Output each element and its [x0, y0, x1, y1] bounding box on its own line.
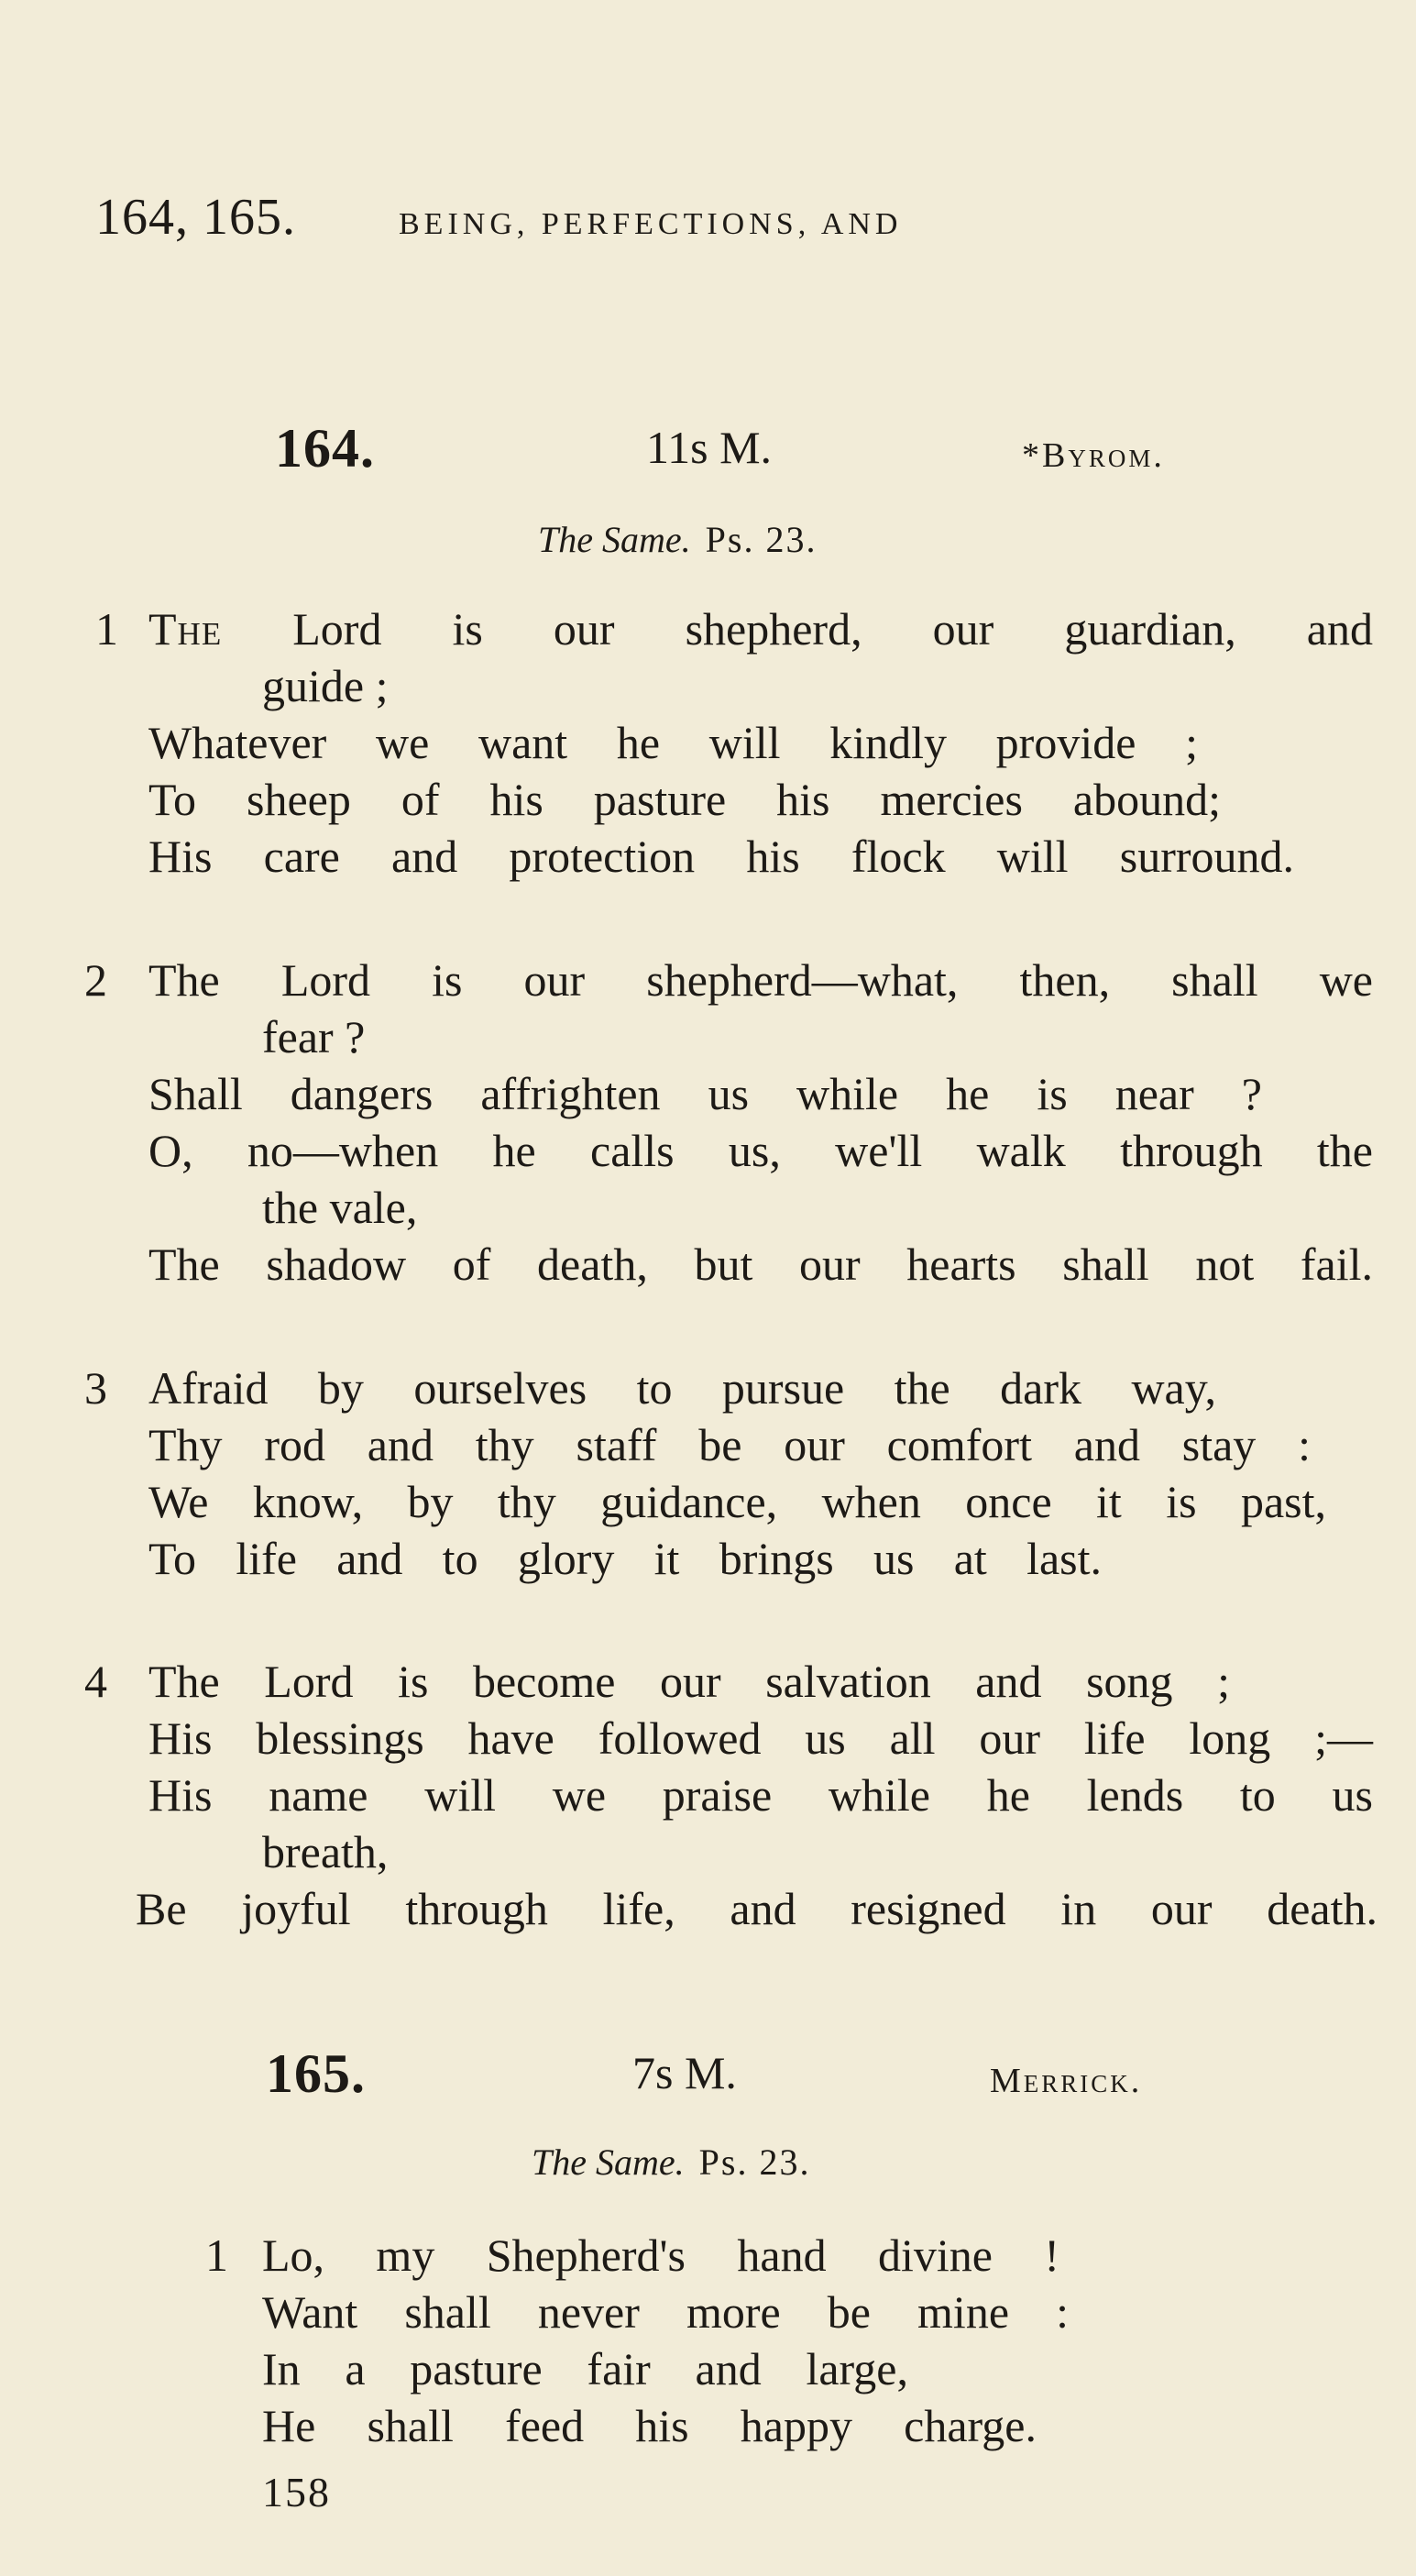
hymn-165-heading	[0, 2042, 1416, 2107]
verse-line: Be joyful through life, and resigned in our death.	[136, 1883, 1378, 1934]
verse-line: His name will we praise while he lends to us	[148, 1769, 1373, 1821]
verse-line: His blessings have followed us all our life long ;—	[148, 1712, 1373, 1764]
hymn-number: 164.	[275, 418, 375, 479]
verse-line: fear ?	[262, 1011, 366, 1062]
verse-line-text: Lord is our shepherd, our guardian, and	[222, 603, 1373, 655]
verse-line: Lo, my Shepherd's hand divine !	[262, 2229, 1059, 2281]
hymn-title: The Same.	[538, 519, 691, 560]
verse-line: O, no—when he calls us, we'll walk through the	[148, 1125, 1373, 1176]
verse-number: 1	[95, 603, 118, 655]
page-range: 164, 165.	[95, 189, 296, 246]
verse-number: 4	[84, 1656, 107, 1707]
verse-line: The Lord is our shepherd—what, then, shall we	[148, 954, 1373, 1006]
running-head	[95, 188, 902, 247]
verse-number: 2	[84, 954, 107, 1006]
page-number: 158	[262, 2469, 331, 2515]
verse-line: We know, by thy guidance, when once it is past,	[148, 1476, 1326, 1527]
verse-line: To sheep of his pasture his mercies abound;	[148, 774, 1221, 825]
verse-line	[148, 600, 1373, 657]
verse-line: Want shall never more be mine :	[262, 2286, 1069, 2338]
hymn-165-subtitle	[532, 2141, 810, 2184]
verse-line: Shall dangers affrighten us while he is near ?	[148, 1068, 1262, 1119]
hymn-meter: 11s M.	[646, 422, 773, 473]
verse-line: His care and protection his flock will surround.	[148, 831, 1294, 882]
verse-line: the vale,	[262, 1182, 418, 1233]
section-title: BEING, PERFECTIONS, AND	[399, 207, 903, 241]
verse-line: The Lord is become our salvation and song ;	[148, 1656, 1230, 1707]
verse-line: To life and to glory it brings us at last.	[148, 1533, 1102, 1584]
scripture-reference: Ps. 23.	[698, 2141, 811, 2183]
verse-line: Whatever we want he will kindly provide ;	[148, 717, 1198, 768]
verse-line: breath,	[262, 1826, 389, 1877]
verse-line: Afraid by ourselves to pursue the dark way,	[148, 1362, 1216, 1414]
verse-line: The shadow of death, but our hearts shall not fail.	[148, 1238, 1373, 1290]
hymn-meter: 7s M.	[632, 2047, 737, 2098]
verse-number: 3	[84, 1362, 107, 1414]
hymn-number: 165.	[266, 2043, 366, 2104]
hymn-164-subtitle	[538, 518, 817, 561]
verse-line: guide ;	[262, 660, 389, 711]
verse-line: In a pasture fair and large,	[262, 2343, 908, 2394]
verse-number: 1	[205, 2229, 228, 2281]
hymn-164-heading	[0, 417, 1416, 481]
verse-line: Thy rod and thy staff be our comfort and stay :	[148, 1419, 1311, 1470]
first-word: The	[148, 603, 223, 655]
scripture-reference: Ps. 23.	[705, 519, 818, 560]
hymn-title: The Same.	[532, 2141, 685, 2183]
hymn-tune: *Byrom.	[1022, 436, 1165, 475]
hymn-tune: Merrick.	[990, 2062, 1143, 2100]
verse-line: He shall feed his happy charge.	[262, 2400, 1037, 2451]
